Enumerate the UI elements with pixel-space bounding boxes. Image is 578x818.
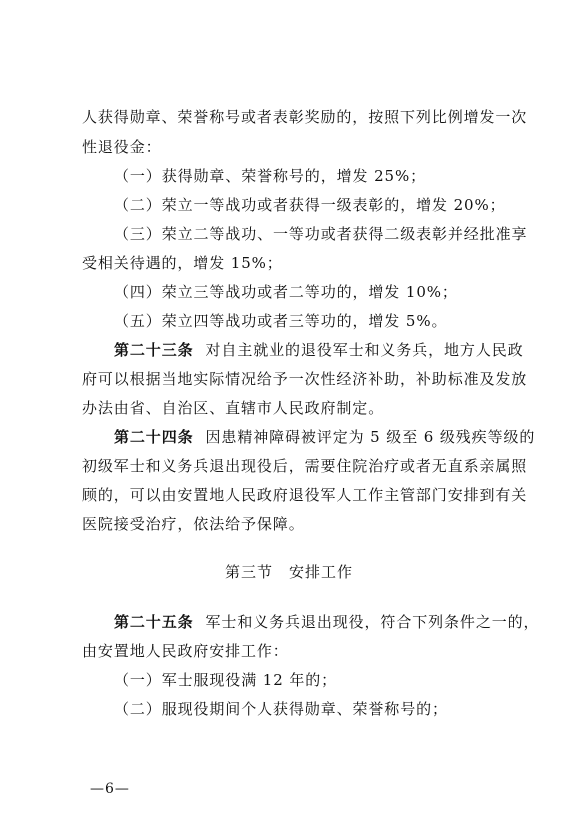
list-item: （二）荣立一等战功或者获得一级表彰的，增发 20%；	[114, 196, 506, 214]
paragraph-line: 办法由省、自治区、直辖市人民政府制定。	[82, 399, 385, 417]
paragraph-line: 初级军士和义务兵退出现役后，需要住院治疗或者无直系亲属照	[82, 457, 528, 475]
article-24-label: 第二十四条	[114, 428, 194, 446]
article-24-text: 因患精神障碍被评定为 5 级至 6 级残疾等级的	[205, 428, 536, 446]
paragraph-line: 性退役金：	[82, 138, 162, 156]
article-23-first-line	[114, 340, 524, 360]
list-item: （五）荣立四等战功或者三等功的，增发 5%。	[114, 312, 448, 330]
article-25-text: 军士和义务兵退出现役，符合下列条件之一的，	[205, 613, 540, 631]
paragraph-line: 由安置地人民政府安排工作：	[82, 642, 289, 660]
list-item: （二）服现役期间个人获得勋章、荣誉称号的；	[114, 700, 448, 718]
paragraph-line: 人获得勋章、荣誉称号或者表彰奖励的，按照下列比例增发一次	[82, 108, 528, 126]
article-24-first-line	[114, 427, 536, 447]
article-25-first-line	[114, 612, 540, 632]
list-item: （一）军士服现役满 12 年的；	[114, 671, 338, 689]
list-item: （四）荣立三等战功或者二等功的，增发 10%；	[114, 283, 458, 301]
list-item: （三）荣立二等战功、一等功或者获得二级表彰并经批准享	[114, 225, 528, 243]
list-item: （一）获得勋章、荣誉称号的，增发 25%；	[114, 167, 427, 185]
article-23-label: 第二十三条	[114, 341, 194, 359]
paragraph-line: 府可以根据当地实际情况给予一次性经济补助，补助标准及发放	[82, 370, 528, 388]
section-heading: 第三节 安排工作	[224, 563, 353, 581]
page-number: —6—	[90, 781, 130, 797]
article-25-label: 第二十五条	[114, 613, 194, 631]
article-23-text: 对自主就业的退役军士和义务兵，地方人民政	[205, 341, 524, 359]
paragraph-line: 顾的，可以由安置地人民政府退役军人工作主管部门安排到有关	[82, 486, 528, 504]
paragraph-line: 受相关待遇的，增发 15%；	[82, 254, 283, 272]
paragraph-line: 医院接受治疗，依法给予保障。	[82, 515, 305, 533]
